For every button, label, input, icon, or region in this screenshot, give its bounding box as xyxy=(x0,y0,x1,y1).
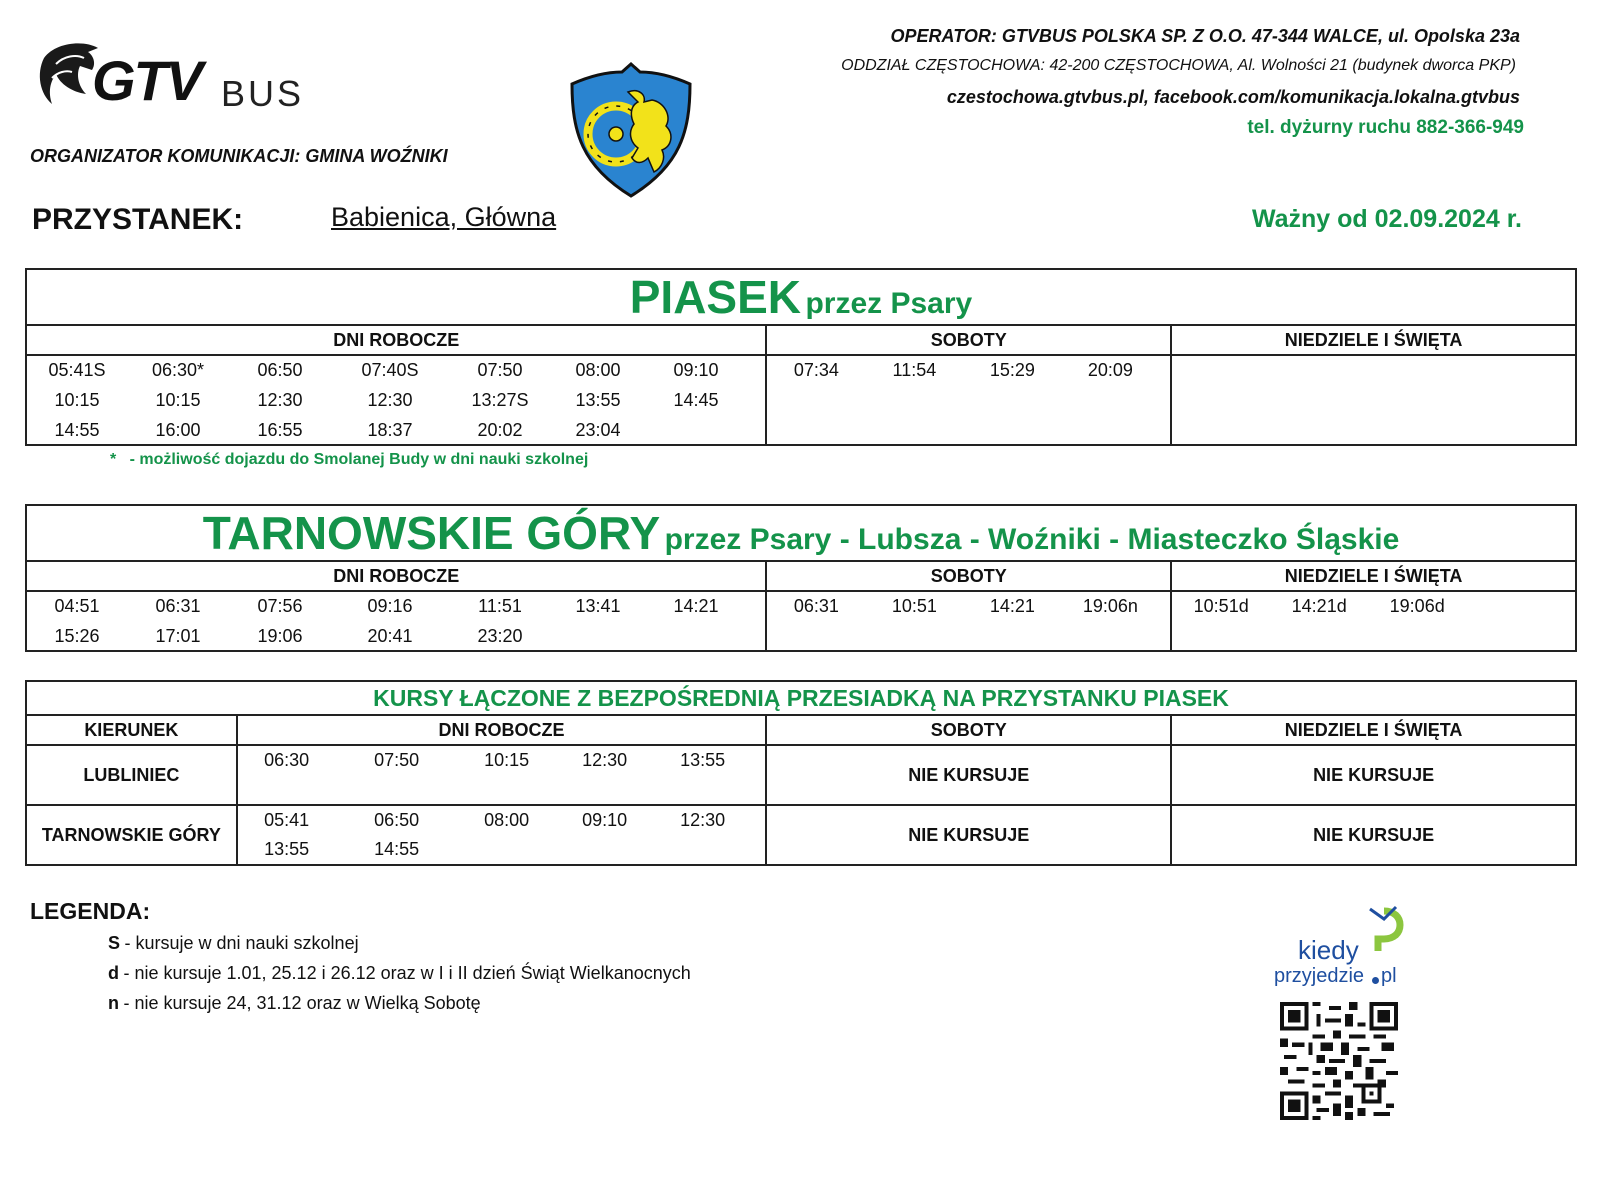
col-saturdays: SOBOTY xyxy=(766,715,1171,745)
logo-gtv-text: GTV xyxy=(92,49,202,112)
branch-text: ODDZIAŁ CZĘSTOCHOWA: 42-200 CZĘSTOCHOWA, Al. Wolności 21 (budynek dworca PKP) xyxy=(841,57,1516,74)
valid-from: Ważny od 02.09.2024 r. xyxy=(1251,205,1522,233)
col-sundays: NIEDZIELE I ŚWIĘTA xyxy=(1171,715,1576,745)
departure-time: 05:41 xyxy=(264,810,310,830)
lubliniec-workdays-cell xyxy=(237,745,767,805)
departure-time: 15:26 xyxy=(54,626,100,646)
combined-trips-table xyxy=(25,680,1577,866)
col-saturdays: SOBOTY xyxy=(766,325,1171,355)
departure-time: 12:30 xyxy=(582,750,628,770)
stop-label: PRZYSTANEK: xyxy=(32,203,244,236)
departure-time: 20:09 xyxy=(1087,360,1133,380)
col-sundays: NIEDZIELE I ŚWIĘTA xyxy=(1171,325,1576,355)
tarnowskie-sundays-status: NIE KURSUJE xyxy=(1171,805,1576,865)
departure-time: 07:40S xyxy=(361,360,419,380)
tarnowskie-workdays-cell xyxy=(26,591,766,651)
dot-icon xyxy=(1372,977,1379,984)
gtvbus-logo xyxy=(36,38,316,118)
website-text[interactable]: czestochowa.gtvbus.pl, facebook.com/komunikacja.lokalna.gtvbus xyxy=(946,87,1520,107)
col-saturdays: SOBOTY xyxy=(766,561,1171,591)
departure-time: 16:00 xyxy=(155,420,201,440)
departure-time: 14:55 xyxy=(54,420,100,440)
tarnowskie-saturdays-status: NIE KURSUJE xyxy=(766,805,1171,865)
departure-time: 09:16 xyxy=(367,596,413,616)
departure-time: 10:15 xyxy=(155,390,201,410)
legend-item xyxy=(108,963,691,984)
departure-time: 07:50 xyxy=(477,360,523,380)
piasek-via: przez Psary xyxy=(805,287,973,320)
clock-p-icon xyxy=(1362,905,1406,953)
kiedy-word: kiedy xyxy=(1298,935,1359,965)
departure-time: 23:20 xyxy=(477,626,523,646)
piasek-saturdays-cell xyxy=(766,355,1171,445)
qr-code-icon[interactable] xyxy=(1280,1002,1398,1120)
tarnowskie-title xyxy=(26,505,1576,561)
piasek-destination: PIASEK xyxy=(629,271,802,323)
footnote-mark: * xyxy=(110,451,117,468)
col-workdays: DNI ROBOCZE xyxy=(26,325,766,355)
departure-time: 07:50 xyxy=(374,750,420,770)
departure-time: 14:21 xyxy=(989,596,1035,616)
departure-time: 12:30 xyxy=(680,810,726,830)
dispatcher-phone[interactable]: tel. dyżurny ruchu 882-366-949 xyxy=(1247,117,1524,138)
departure-time: 06:31 xyxy=(155,596,201,616)
departure-time: 20:41 xyxy=(367,626,413,646)
przyjedzie-word: przyjedzie xyxy=(1274,965,1365,987)
departure-time: 06:31 xyxy=(793,596,839,616)
col-sundays: NIEDZIELE I ŚWIĘTA xyxy=(1171,561,1576,591)
departure-time: 10:51d xyxy=(1193,596,1249,616)
legend-text: - kursuje w dni nauki szkolnej xyxy=(124,933,359,953)
piasek-sundays-cell xyxy=(1171,355,1576,445)
departure-time: 06:30 xyxy=(264,750,310,770)
departure-time: 18:37 xyxy=(367,420,413,440)
departure-time: 08:00 xyxy=(484,810,530,830)
departure-time: 10:15 xyxy=(484,750,530,770)
departure-time: 19:06d xyxy=(1389,596,1445,616)
departure-time: 09:10 xyxy=(673,360,719,380)
departure-time: 19:06 xyxy=(257,626,303,646)
legend-key: S xyxy=(108,933,121,953)
departure-time: 07:56 xyxy=(257,596,303,616)
departure-time: 15:29 xyxy=(989,360,1035,380)
legend-key: n xyxy=(108,993,119,1013)
departure-time: 04:51 xyxy=(54,596,100,616)
piasek-title xyxy=(26,269,1576,325)
departure-time: 14:21 xyxy=(673,596,719,616)
logo-bus-text: BUS xyxy=(221,73,305,114)
departure-time: 10:51 xyxy=(891,596,937,616)
departure-time: 06:30* xyxy=(151,360,205,380)
timetable-piasek xyxy=(25,268,1577,446)
col-workdays: DNI ROBOCZE xyxy=(237,715,767,745)
tarnowskie-destination: TARNOWSKIE GÓRY xyxy=(202,507,661,559)
departure-time: 07:34 xyxy=(793,360,839,380)
legend-key: d xyxy=(108,963,119,983)
departure-time: 13:55 xyxy=(680,750,726,770)
gmina-crest-icon xyxy=(568,62,694,198)
tarnowskie-sundays-cell xyxy=(1171,591,1576,651)
kiedyprzyjedzie-logo[interactable] xyxy=(1270,905,1410,995)
legend-item xyxy=(108,933,359,954)
departure-time: 13:41 xyxy=(575,596,621,616)
departure-time: 11:51 xyxy=(478,596,522,616)
legend-title: LEGENDA: xyxy=(30,898,151,924)
departure-time: 14:21d xyxy=(1291,596,1347,616)
departure-time: 17:01 xyxy=(155,626,201,646)
piasek-footnote xyxy=(110,451,588,469)
footnote-text: - możliwość dojazdu do Smolanej Budy w dni nauki szkolnej xyxy=(129,451,589,468)
stop-name: Babienica, Główna xyxy=(331,202,557,232)
operator-text: OPERATOR: GTVBUS POLSKA SP. Z O.O. 47-344 WALCE, ul. Opolska 23a xyxy=(890,26,1520,46)
departure-time: 23:04 xyxy=(575,420,621,440)
departure-time: 13:55 xyxy=(264,839,310,859)
departure-time: 09:10 xyxy=(582,810,628,830)
pl-word: pl xyxy=(1381,965,1397,987)
departure-time: 13:55 xyxy=(575,390,621,410)
piasek-workdays-cell xyxy=(26,355,766,445)
departure-time: 10:15 xyxy=(54,390,100,410)
departure-time: 13:27S xyxy=(471,390,529,410)
legend-item xyxy=(108,993,481,1014)
departure-time: 19:06n xyxy=(1082,596,1138,616)
departure-time: 05:41S xyxy=(48,360,106,380)
organizer-text: ORGANIZATOR KOMUNIKACJI: GMINA WOŹNIKI xyxy=(30,146,448,166)
departure-time: 12:30 xyxy=(367,390,413,410)
departure-time: 14:45 xyxy=(673,390,719,410)
departure-time: 20:02 xyxy=(477,420,523,440)
departure-time: 12:30 xyxy=(257,390,303,410)
lubliniec-saturdays-status: NIE KURSUJE xyxy=(766,745,1171,805)
departure-time: 08:00 xyxy=(575,360,621,380)
tarnowskie-via: przez Psary - Lubsza - Woźniki - Miasteczko Śląskie xyxy=(664,523,1400,556)
departure-time: 14:55 xyxy=(374,839,420,859)
legend-text: - nie kursuje 24, 31.12 oraz w Wielką Sobotę xyxy=(123,993,481,1013)
tarnowskie-combined-workdays-cell xyxy=(237,805,767,865)
legend-text: - nie kursuje 1.01, 25.12 i 26.12 oraz w I i II dzień Świąt Wielkanocnych xyxy=(123,963,691,983)
departure-time: 06:50 xyxy=(374,810,420,830)
col-direction: KIERUNEK xyxy=(26,715,237,745)
departure-time: 11:54 xyxy=(892,360,937,380)
combined-title: KURSY ŁĄCZONE Z BEZPOŚREDNIĄ PRZESIADKĄ NA PRZYSTANKU PIASEK xyxy=(26,681,1576,715)
lubliniec-sundays-status: NIE KURSUJE xyxy=(1171,745,1576,805)
tarnowskie-saturdays-cell xyxy=(766,591,1171,651)
col-workdays: DNI ROBOCZE xyxy=(26,561,766,591)
departure-time: 06:50 xyxy=(257,360,303,380)
timetable-tarnowskie-gory xyxy=(25,504,1577,652)
direction-tarnowskie-gory: TARNOWSKIE GÓRY xyxy=(26,805,237,865)
direction-lubliniec: LUBLINIEC xyxy=(26,745,237,805)
departure-time: 16:55 xyxy=(257,420,303,440)
